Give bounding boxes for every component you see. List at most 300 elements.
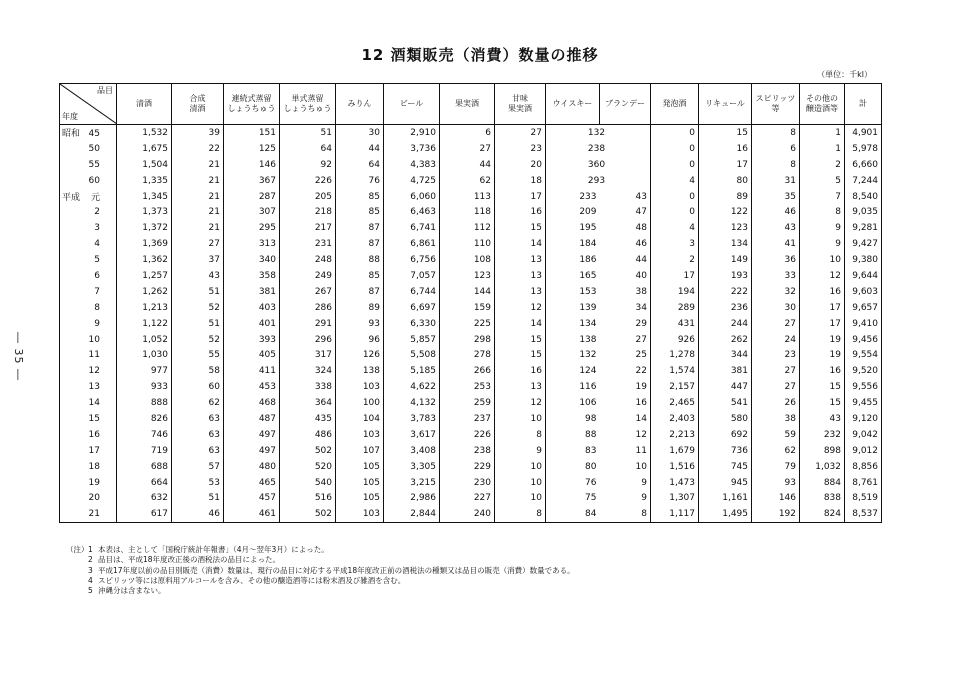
table-cell: 2 xyxy=(800,157,845,173)
table-row xyxy=(60,157,882,173)
table-cell: 16 xyxy=(495,363,546,379)
table-cell: 3,736 xyxy=(384,141,440,157)
table-cell: 85 xyxy=(336,204,384,220)
table-cell: 16 xyxy=(699,141,752,157)
table-cell: 87 xyxy=(336,236,384,252)
year-label: 13 xyxy=(88,382,100,393)
table-cell: 21 xyxy=(172,204,224,220)
table-cell: 838 xyxy=(800,490,845,506)
table-cell: 31 xyxy=(752,173,800,189)
table-cell: 43 xyxy=(752,220,800,236)
table-cell: 9 xyxy=(800,236,845,252)
column-header: ブランデー xyxy=(600,84,651,125)
table-cell: 393 xyxy=(224,332,280,348)
table-cell: 227 xyxy=(440,490,495,506)
table-cell: 888 xyxy=(117,395,172,411)
year-label: 10 xyxy=(88,334,100,345)
table-cell: 262 xyxy=(699,332,752,348)
table-cell: 88 xyxy=(336,252,384,268)
note-text: 品目は、平成18年度改正後の酒税法の品目によった。 xyxy=(98,555,281,565)
table-row xyxy=(60,252,882,268)
table-row xyxy=(60,236,882,252)
table-cell: 230 xyxy=(440,475,495,491)
table-cell: 431 xyxy=(651,316,699,332)
table-cell: 6,741 xyxy=(384,220,440,236)
table-cell: 16 xyxy=(495,204,546,220)
table-cell: 105 xyxy=(336,490,384,506)
note-line xyxy=(66,586,575,596)
table-cell: 1,307 xyxy=(651,490,699,506)
note-text: スピリッツ等には原料用アルコールを含み、その他の醸造酒等には粉末酒及び雑酒を含む。 xyxy=(98,575,406,585)
table-cell: 9,520 xyxy=(845,363,882,379)
table-cell: 195 xyxy=(546,220,600,236)
table-cell: 124 xyxy=(546,363,600,379)
table-cell: 1,362 xyxy=(117,252,172,268)
table-cell: 18 xyxy=(495,173,546,189)
table-cell: 132 xyxy=(546,347,600,363)
table-cell: 21 xyxy=(172,173,224,189)
column-header: ウイスキー xyxy=(546,84,600,125)
table-cell: 267 xyxy=(280,284,336,300)
year-cell xyxy=(60,316,117,332)
table-row xyxy=(60,268,882,284)
table-cell: 4,622 xyxy=(384,379,440,395)
column-header: リキュール xyxy=(699,84,752,125)
table-cell: 317 xyxy=(280,347,336,363)
table-cell: 17 xyxy=(495,189,546,205)
table-cell: 57 xyxy=(172,459,224,475)
table-cell: 144 xyxy=(440,284,495,300)
table-cell: 926 xyxy=(651,332,699,348)
year-label: 16 xyxy=(88,429,100,440)
table-cell: 2 xyxy=(651,252,699,268)
table-cell: 4 xyxy=(651,220,699,236)
header-row xyxy=(60,84,882,125)
table-cell: 313 xyxy=(224,236,280,252)
table-cell: 8,761 xyxy=(845,475,882,491)
table-cell: 1,032 xyxy=(800,459,845,475)
table-cell: 497 xyxy=(224,427,280,443)
table-cell: 194 xyxy=(651,284,699,300)
table-cell: 540 xyxy=(280,475,336,491)
table-cell: 238 xyxy=(546,141,651,157)
table-cell: 218 xyxy=(280,204,336,220)
table-cell: 105 xyxy=(336,475,384,491)
note-text: 本表は、主として「国税庁統計年報書」（4月～翌年3月）によった。 xyxy=(98,545,329,554)
table-cell: 103 xyxy=(336,506,384,522)
table-cell: 205 xyxy=(280,189,336,205)
table-cell: 222 xyxy=(699,284,752,300)
table-cell: 236 xyxy=(699,300,752,316)
table-cell: 1,473 xyxy=(651,475,699,491)
table-cell: 580 xyxy=(699,411,752,427)
table-cell: 516 xyxy=(280,490,336,506)
table-cell: 184 xyxy=(546,236,600,252)
table-cell: 324 xyxy=(280,363,336,379)
table-cell: 52 xyxy=(172,332,224,348)
table-cell: 27 xyxy=(752,363,800,379)
table-cell: 468 xyxy=(224,395,280,411)
table-cell: 92 xyxy=(280,157,336,173)
table-cell: 6 xyxy=(752,141,800,157)
table-cell: 295 xyxy=(224,220,280,236)
year-label: 19 xyxy=(88,477,100,488)
table-cell: 186 xyxy=(546,252,600,268)
year-cell xyxy=(60,363,117,379)
column-header: 発泡酒 xyxy=(651,84,699,125)
table-cell: 1,278 xyxy=(651,347,699,363)
table-cell: 259 xyxy=(440,395,495,411)
column-header: 計 xyxy=(845,84,882,125)
table-cell: 20 xyxy=(495,157,546,173)
table-cell: 8 xyxy=(800,204,845,220)
table-cell: 21 xyxy=(172,189,224,205)
year-cell xyxy=(60,204,117,220)
table-cell: 5,857 xyxy=(384,332,440,348)
table-cell: 6,660 xyxy=(845,157,882,173)
table-row xyxy=(60,395,882,411)
table-cell: 44 xyxy=(600,252,651,268)
year-cell xyxy=(60,268,117,284)
table-cell: 43 xyxy=(600,189,651,205)
table-cell: 0 xyxy=(651,141,699,157)
table-cell: 435 xyxy=(280,411,336,427)
table-cell: 1,257 xyxy=(117,268,172,284)
table-cell: 40 xyxy=(600,268,651,284)
table-cell: 6,463 xyxy=(384,204,440,220)
year-label: 50 xyxy=(88,143,100,154)
table-cell: 21 xyxy=(172,157,224,173)
table-cell: 8 xyxy=(600,506,651,522)
table-cell: 447 xyxy=(699,379,752,395)
table-cell: 84 xyxy=(546,506,600,522)
year-label: 元 xyxy=(90,193,100,203)
table-row xyxy=(60,141,882,157)
table-cell: 7 xyxy=(800,189,845,205)
table-cell: 43 xyxy=(172,268,224,284)
table-cell: 4,901 xyxy=(845,125,882,141)
table-row xyxy=(60,125,882,141)
table-cell: 10 xyxy=(495,490,546,506)
table-cell: 153 xyxy=(546,284,600,300)
table-cell: 411 xyxy=(224,363,280,379)
table-cell: 51 xyxy=(172,316,224,332)
table-cell: 502 xyxy=(280,443,336,459)
table-cell: 15 xyxy=(495,347,546,363)
table-cell: 87 xyxy=(336,220,384,236)
table-cell: 6,744 xyxy=(384,284,440,300)
table-cell: 14 xyxy=(600,411,651,427)
notes xyxy=(66,545,575,596)
table-cell: 2,213 xyxy=(651,427,699,443)
table-cell: 59 xyxy=(752,427,800,443)
table-cell: 9,120 xyxy=(845,411,882,427)
table-cell: 134 xyxy=(546,316,600,332)
table-cell: 226 xyxy=(440,427,495,443)
table-cell: 6,330 xyxy=(384,316,440,332)
table-cell: 47 xyxy=(600,204,651,220)
corner-item-label: 品目 xyxy=(97,86,113,95)
table-cell: 745 xyxy=(699,459,752,475)
table-cell: 719 xyxy=(117,443,172,459)
table-row xyxy=(60,443,882,459)
table-cell: 15 xyxy=(699,125,752,141)
table-cell: 34 xyxy=(600,300,651,316)
table-cell: 12 xyxy=(600,427,651,443)
table-cell: 898 xyxy=(800,443,845,459)
table-cell: 30 xyxy=(336,125,384,141)
note-line xyxy=(66,576,575,586)
table-cell: 1,030 xyxy=(117,347,172,363)
year-cell xyxy=(60,125,117,141)
table-cell: 75 xyxy=(546,490,600,506)
table-cell: 6,697 xyxy=(384,300,440,316)
table-cell: 113 xyxy=(440,189,495,205)
year-cell xyxy=(60,459,117,475)
table-cell: 14 xyxy=(495,236,546,252)
table-cell: 27 xyxy=(600,332,651,348)
table-cell: 664 xyxy=(117,475,172,491)
year-cell xyxy=(60,332,117,348)
table-cell: 1,675 xyxy=(117,141,172,157)
table-cell: 9,012 xyxy=(845,443,882,459)
table-cell: 44 xyxy=(440,157,495,173)
table-cell: 9,042 xyxy=(845,427,882,443)
column-header: 単式蒸留 しょうちゅう xyxy=(280,84,336,125)
year-cell xyxy=(60,475,117,491)
table-cell: 287 xyxy=(224,189,280,205)
table-cell: 340 xyxy=(224,252,280,268)
table-cell: 2,910 xyxy=(384,125,440,141)
table-cell: 1,495 xyxy=(699,506,752,522)
table-cell: 5,978 xyxy=(845,141,882,157)
table-cell: 884 xyxy=(800,475,845,491)
table-cell: 5,508 xyxy=(384,347,440,363)
table-cell: 85 xyxy=(336,189,384,205)
table-cell: 32 xyxy=(752,284,800,300)
table-cell: 27 xyxy=(752,316,800,332)
table-cell: 381 xyxy=(699,363,752,379)
table-cell: 9 xyxy=(600,490,651,506)
table-cell: 13 xyxy=(495,284,546,300)
table-cell: 692 xyxy=(699,427,752,443)
table-cell: 30 xyxy=(752,300,800,316)
year-label: 9 xyxy=(94,318,100,329)
column-header: スピリッツ等 xyxy=(752,84,800,125)
table-cell: 358 xyxy=(224,268,280,284)
column-header: 清酒 xyxy=(117,84,172,125)
year-label: 11 xyxy=(88,350,100,361)
table-cell: 132 xyxy=(546,125,651,141)
table-cell: 0 xyxy=(651,157,699,173)
table-cell: 9,456 xyxy=(845,332,882,348)
column-header: 合成 清酒 xyxy=(172,84,224,125)
table-cell: 192 xyxy=(752,506,800,522)
table-cell: 149 xyxy=(699,252,752,268)
table-cell: 1 xyxy=(800,125,845,141)
table-row xyxy=(60,173,882,189)
table-cell: 51 xyxy=(172,490,224,506)
table-row xyxy=(60,363,882,379)
table-row xyxy=(60,490,882,506)
table-cell: 240 xyxy=(440,506,495,522)
table-cell: 289 xyxy=(651,300,699,316)
table-cell: 9,427 xyxy=(845,236,882,252)
table-cell: 64 xyxy=(336,157,384,173)
table-cell: 12 xyxy=(495,395,546,411)
year-label: 8 xyxy=(94,302,100,313)
year-label: 55 xyxy=(88,159,100,170)
table-cell: 249 xyxy=(280,268,336,284)
table-cell: 55 xyxy=(172,347,224,363)
table-cell: 1,372 xyxy=(117,220,172,236)
table-cell: 43 xyxy=(800,411,845,427)
table-cell: 13 xyxy=(495,268,546,284)
table-cell: 7,244 xyxy=(845,173,882,189)
year-cell xyxy=(60,236,117,252)
year-cell xyxy=(60,379,117,395)
year-cell xyxy=(60,157,117,173)
note-label xyxy=(66,555,88,565)
year-label: 3 xyxy=(94,223,100,234)
table-cell: 24 xyxy=(752,332,800,348)
table-cell: 12 xyxy=(495,300,546,316)
table-cell: 118 xyxy=(440,204,495,220)
table-cell: 103 xyxy=(336,379,384,395)
table-cell: 14 xyxy=(495,316,546,332)
table-cell: 9,556 xyxy=(845,379,882,395)
table-cell: 8,519 xyxy=(845,490,882,506)
year-label: 4 xyxy=(94,239,100,250)
table-cell: 98 xyxy=(546,411,600,427)
year-cell xyxy=(60,490,117,506)
table-cell: 58 xyxy=(172,363,224,379)
column-header: 果実酒 xyxy=(440,84,495,125)
table-cell: 63 xyxy=(172,427,224,443)
table-cell: 824 xyxy=(800,506,845,522)
table-cell: 51 xyxy=(280,125,336,141)
table-cell: 3,783 xyxy=(384,411,440,427)
table-cell: 17 xyxy=(800,300,845,316)
note-number: 1 xyxy=(88,545,93,554)
table-cell: 88 xyxy=(546,427,600,443)
note-label xyxy=(66,566,88,576)
table-cell: 344 xyxy=(699,347,752,363)
table-cell: 8 xyxy=(495,506,546,522)
table-cell: 9,281 xyxy=(845,220,882,236)
table-cell: 6,060 xyxy=(384,189,440,205)
column-header: 甘味 果実酒 xyxy=(495,84,546,125)
table-cell: 1,335 xyxy=(117,173,172,189)
table-cell: 27 xyxy=(752,379,800,395)
table-cell: 85 xyxy=(336,268,384,284)
table-cell: 89 xyxy=(336,300,384,316)
table-cell: 688 xyxy=(117,459,172,475)
table-cell: 7,057 xyxy=(384,268,440,284)
sales-volume-table xyxy=(59,83,882,523)
note-number: 2 xyxy=(88,555,93,565)
table-cell: 138 xyxy=(546,332,600,348)
table-cell: 1,532 xyxy=(117,125,172,141)
table-cell: 6,756 xyxy=(384,252,440,268)
table-cell: 22 xyxy=(172,141,224,157)
year-label: 21 xyxy=(88,509,100,520)
table-cell: 16 xyxy=(800,284,845,300)
note-number: 5 xyxy=(88,586,93,596)
table-cell: 1,117 xyxy=(651,506,699,522)
table-cell: 23 xyxy=(752,347,800,363)
table-cell: 37 xyxy=(172,252,224,268)
table-cell: 62 xyxy=(440,173,495,189)
year-label: 2 xyxy=(94,207,100,218)
table-cell: 541 xyxy=(699,395,752,411)
table-cell: 9 xyxy=(600,475,651,491)
column-header: 連続式蒸留 しょうちゅう xyxy=(224,84,280,125)
table-cell: 229 xyxy=(440,459,495,475)
note-label xyxy=(66,586,88,596)
table-cell: 116 xyxy=(546,379,600,395)
table-cell: 33 xyxy=(752,268,800,284)
year-cell xyxy=(60,141,117,157)
table-cell: 826 xyxy=(117,411,172,427)
table-cell: 6,861 xyxy=(384,236,440,252)
table-cell: 87 xyxy=(336,284,384,300)
table-cell: 401 xyxy=(224,316,280,332)
table-cell: 10 xyxy=(600,459,651,475)
table-cell: 16 xyxy=(600,395,651,411)
table-body xyxy=(60,125,882,523)
table-cell: 100 xyxy=(336,395,384,411)
table-cell: 25 xyxy=(600,347,651,363)
table-cell: 107 xyxy=(336,443,384,459)
table-cell: 76 xyxy=(336,173,384,189)
year-label: 18 xyxy=(88,461,100,472)
table-row xyxy=(60,204,882,220)
table-cell: 22 xyxy=(600,363,651,379)
note-label: （注） xyxy=(66,545,89,554)
table-cell: 226 xyxy=(280,173,336,189)
table-row xyxy=(60,347,882,363)
table-cell: 977 xyxy=(117,363,172,379)
note-line xyxy=(66,566,575,576)
year-label: 20 xyxy=(88,493,100,504)
note-number: 4 xyxy=(88,575,93,585)
year-cell xyxy=(60,300,117,316)
table-cell: 933 xyxy=(117,379,172,395)
table-cell: 278 xyxy=(440,347,495,363)
table-cell: 746 xyxy=(117,427,172,443)
table-cell: 9,657 xyxy=(845,300,882,316)
table-cell: 1,369 xyxy=(117,236,172,252)
table-cell: 105 xyxy=(336,459,384,475)
table-cell: 21 xyxy=(172,220,224,236)
table-cell: 15 xyxy=(800,379,845,395)
note-label xyxy=(66,576,88,586)
table-cell: 232 xyxy=(800,427,845,443)
table-cell: 266 xyxy=(440,363,495,379)
year-cell xyxy=(60,189,117,205)
table-row xyxy=(60,379,882,395)
column-header: その他の 醸造酒等 xyxy=(800,84,845,125)
table-cell: 364 xyxy=(280,395,336,411)
table-cell: 286 xyxy=(280,300,336,316)
year-cell xyxy=(60,252,117,268)
table-cell: 945 xyxy=(699,475,752,491)
year-cell xyxy=(60,173,117,189)
table-cell: 104 xyxy=(336,411,384,427)
table-cell: 465 xyxy=(224,475,280,491)
corner-year-label: 年度 xyxy=(62,112,78,121)
